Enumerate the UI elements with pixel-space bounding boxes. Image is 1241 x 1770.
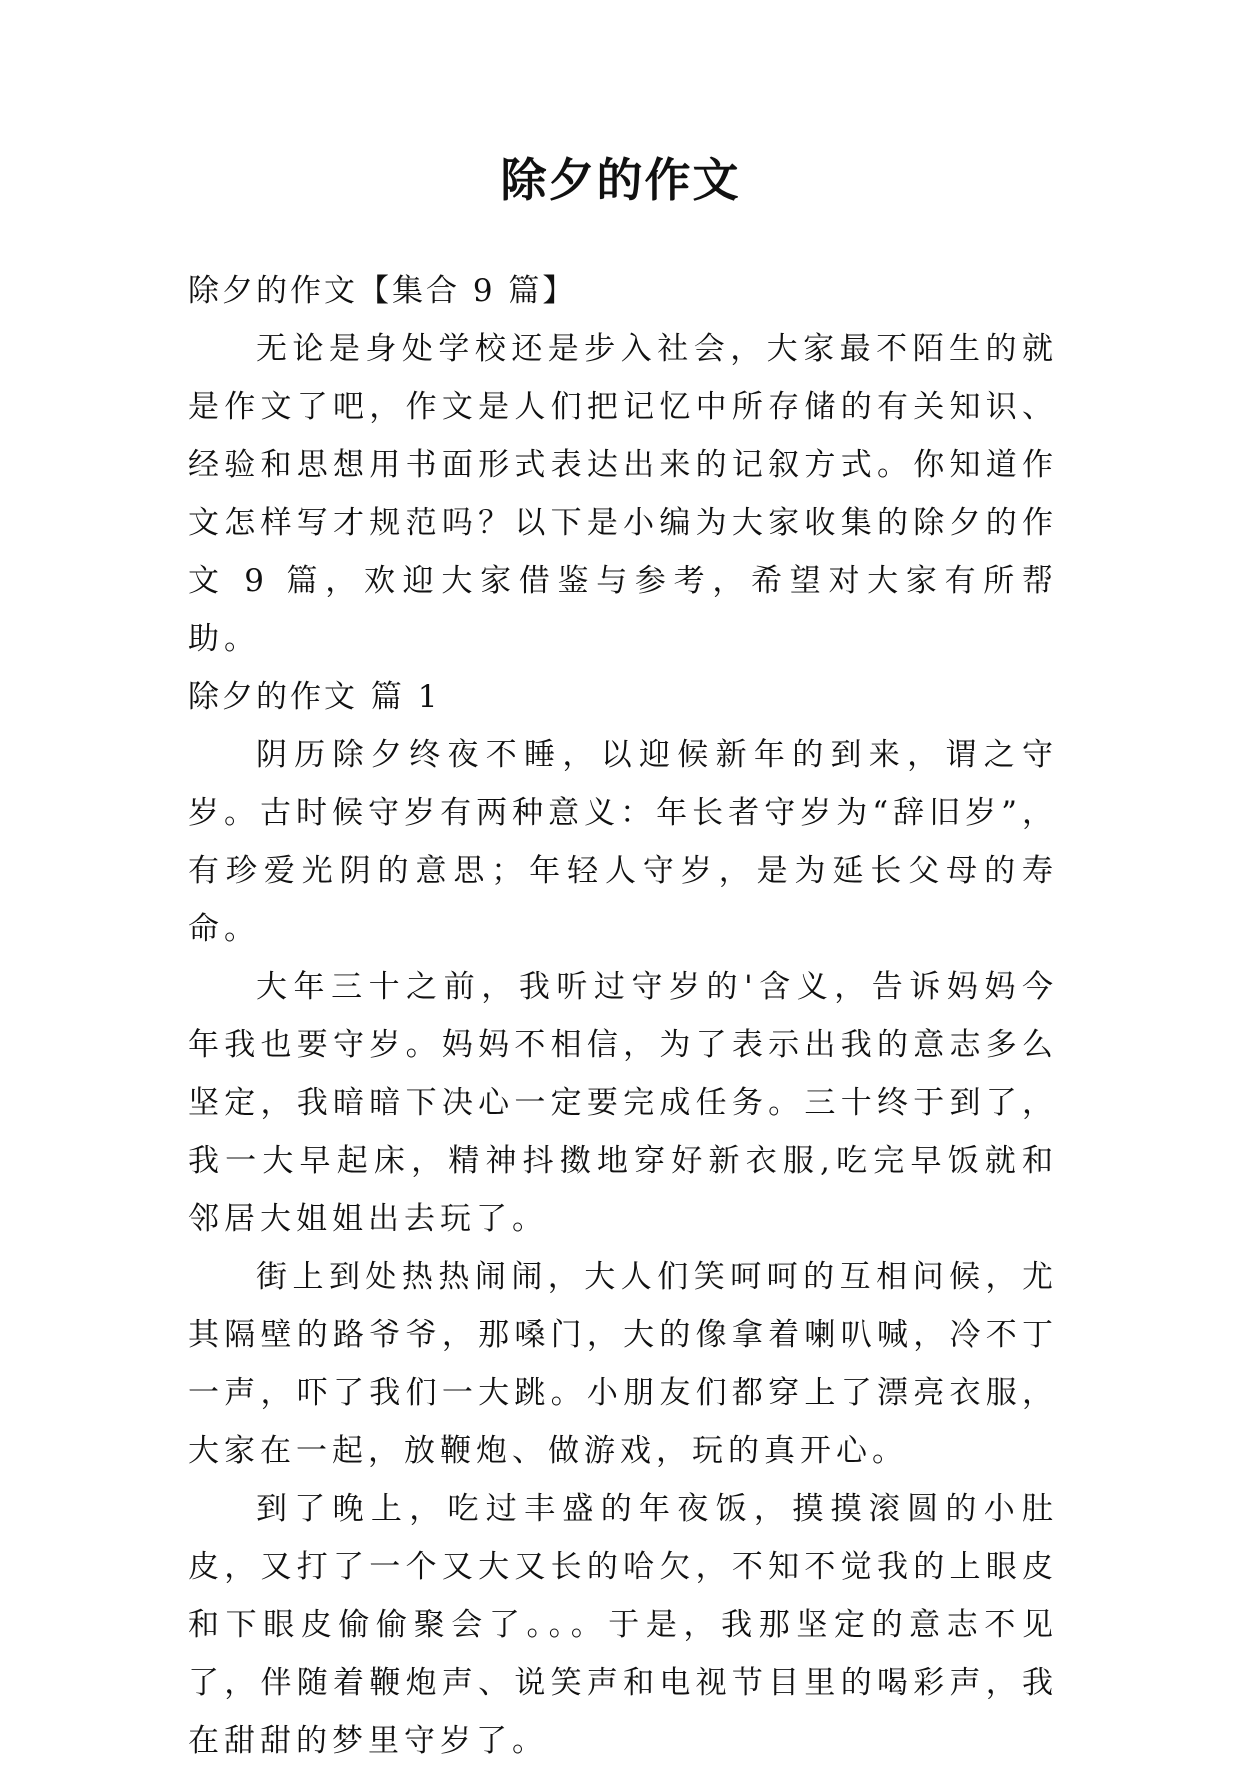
intro-paragraph: 无论是身处学校还是步入社会，大家最不陌生的就是作文了吧，作文是人们把记忆中所存储的有关知识、经验和思想用书面形式表达出来的记叙方式。你知道作文怎样写才规范吗？以下是小编为大家收集的除夕的作文 9 篇，欢迎大家借鉴与参考，希望对大家有所帮助。 — [188, 331, 1058, 657]
body-paragraph: 街上到处热热闹闹，大人们笑呵呵的互相问候，尤其隔壁的路爷爷，那嗓门，大的像拿着喇叭喊，冷不丁一声，吓了我们一大跳。小朋友们都穿上了漂亮衣服，大家在一起，放鞭炮、做游戏，玩的真开心。 — [188, 1259, 1058, 1469]
collection-subtitle: 除夕的作文【集合 9 篇】 — [188, 273, 577, 309]
section-heading: 除夕的作文 篇 1 — [188, 679, 441, 715]
body-paragraph: 到了晚上，吃过丰盛的年夜饭，摸摸滚圆的小肚皮，又打了一个又大又长的哈欠，不知不觉我的上眼皮和下眼皮偷偷聚会了。。。于是，我那坚定的意志不见了，伴随着鞭炮声、说笑声和电视节目里的喝彩声，我在甜甜的梦里守岁了。 — [188, 1491, 1058, 1759]
document-body — [188, 262, 1058, 1770]
body-paragraph: 大年三十之前，我听过守岁的'含义，告诉妈妈今年我也要守岁。妈妈不相信，为了表示出我的意志多么坚定，我暗暗下决心一定要完成任务。三十终于到了，我一大早起床，精神抖擞地穿好新衣服,吃完早饭就和邻居大姐姐出去玩了。 — [188, 969, 1058, 1237]
body-paragraph: 阴历除夕终夜不睡，以迎候新年的到来，谓之守岁。古时候守岁有两种意义：年长者守岁为“辞旧岁”，有珍爱光阴的意思；年轻人守岁，是为延长父母的寿命。 — [188, 737, 1058, 947]
document-title: 除夕的作文 — [500, 153, 741, 207]
